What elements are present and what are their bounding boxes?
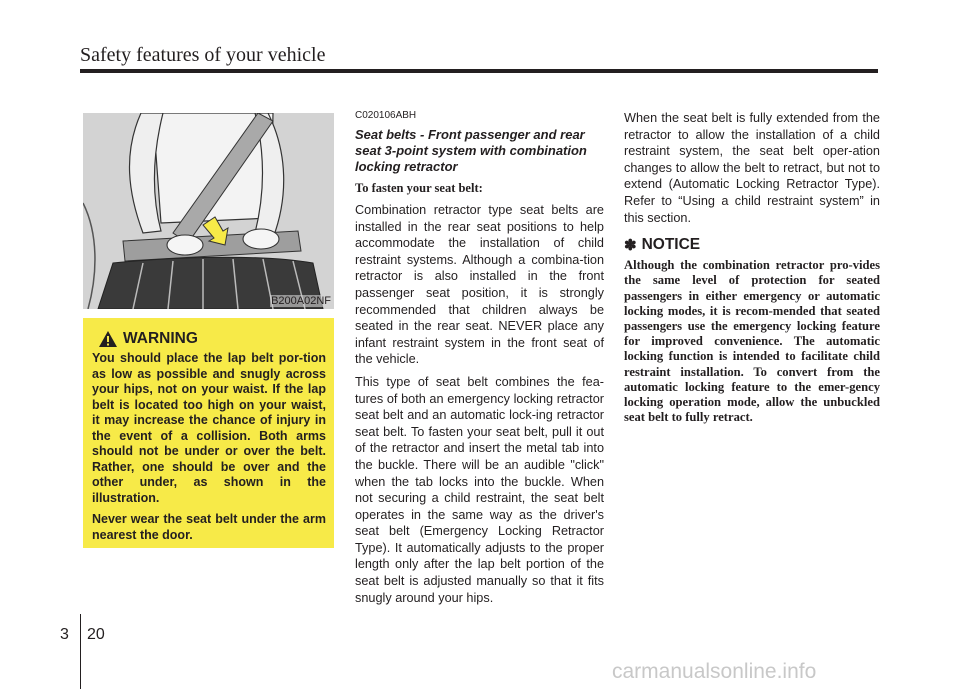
- warning-box: [83, 318, 334, 548]
- warning-title: WARNING: [123, 330, 198, 347]
- page-number: 20: [87, 626, 105, 643]
- seat-belt-drawing: [83, 113, 334, 309]
- warning-header: [98, 330, 326, 348]
- warning-paragraph: Never wear the seat belt under the arm nearest the door.: [92, 512, 326, 542]
- notice-title: NOTICE: [641, 236, 701, 254]
- seat-belt-illustration: [83, 113, 334, 309]
- section-heading: Seat belts - Front passenger and rear seat 3-point system with combination locking retractor: [355, 127, 587, 174]
- header-rule: [80, 69, 878, 73]
- fasten-label: To fasten your seat belt:: [355, 181, 483, 195]
- footer-rule: [80, 614, 81, 689]
- notice-text: Although the combination retractor pro-vides the same level of protection for seated passengers in either emergency or automatic locking modes, it is recom-mended that seated passengers use the emergency locking feature for improved convenience. The automatic locking function is intended to facilitate child restraint installation. To convert from the automatic locking feature to the emer-gency locking operation mode, allow the unbuckled seat belt to fully retract.: [624, 258, 880, 425]
- main-column: [355, 110, 604, 612]
- chapter-number: 3: [60, 626, 69, 643]
- warning-triangle-icon: [98, 330, 118, 348]
- body-paragraph: This type of seat belt combines the fea-tures of both an emergency locking retractor seat belt and an automatic lock-ing retractor seat belt. To fasten your seat belt, pull it out of the retractor and insert the metal tab into the buckle. There will be an audible "click" when the tab locks into the buckle. When not securing a child restraint, the seat belt operates in the same way as the driver's seat belt (Emergency Locking Retractor Type). It automatically adjusts to the proper length only after the lap belt portion of the seat belt is adjusted manually so that it fits snugly around your hips.: [355, 374, 604, 605]
- body-paragraph-continued: When the seat belt is fully extended from the retractor to allow the installation of a child restraint system, the seat belt oper-ation changes to allow the belt to retract, but not to extend (Automatic Locking Retractor Type). Refer to “Using a child restraint system” in this section.: [624, 111, 880, 225]
- watermark: carmanualsonline.info: [612, 660, 817, 683]
- figure-code: B200A02NF: [271, 295, 331, 307]
- page-header-title: Safety features of your vehicle: [80, 44, 326, 66]
- notice-header: [624, 236, 880, 254]
- right-column: [624, 110, 880, 425]
- warning-paragraph: You should place the lap belt por-tion as low as possible and snugly across your hips, not on your waist. If the lap belt is located too high on your waist, it may increase the chance of injury in the event of a collision. Both arms should not be under or over the belt. Rather, one should be over and the other under, as shown in the illustration.: [92, 351, 326, 505]
- body-paragraph: Combination retractor type seat belts are installed in the rear seat positions to help accommodate the installation of child restraint systems. Although a combina-tion retractor is also installed in the front passenger seat position, it is strongly recommended that children always be seated in the rear seat. NEVER place any infant restraint system in the front seat of the vehicle.: [355, 203, 604, 367]
- section-code: C020106ABH: [355, 110, 417, 121]
- notice-asterisk-icon: ✽: [624, 237, 637, 255]
